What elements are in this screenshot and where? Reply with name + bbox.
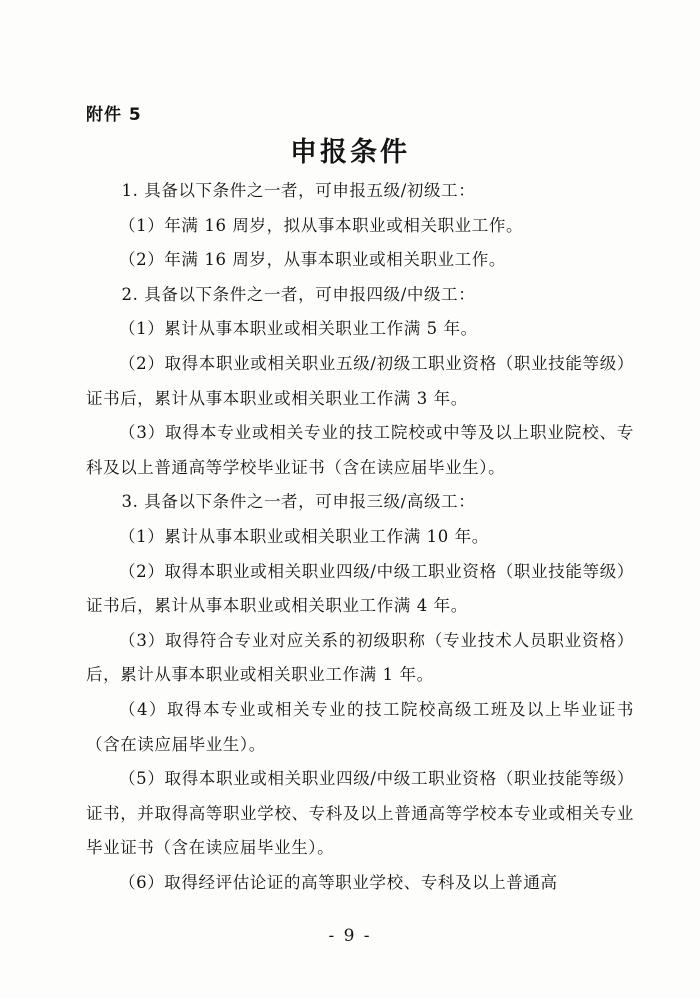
condition-item: （3）取得本专业或相关专业的技工院校或中等及以上职业院校、专科及以上普通高等学校毕业证书（含在读应届毕业生）。	[86, 423, 634, 477]
condition-item: （1）累计从事本职业或相关职业工作满 5 年。	[119, 319, 478, 339]
condition-item: （2）取得本职业或相关职业五级/初级工职业资格（职业技能等级）证书后，累计从事本职业或相关职业工作满 3 年。	[86, 353, 634, 408]
page-number: - 9 -	[328, 926, 372, 946]
condition-item: （2）取得本职业或相关职业四级/中级工职业资格（职业技能等级）证书后，累计从事本职业或相关职业工作满 4 年。	[86, 561, 634, 616]
condition-item: （5）取得本职业或相关职业四级/中级工职业资格（职业技能等级）证书，并取得高等职业学校、专科及以上普通高等学校本专业或相关专业毕业证书（含在读应届毕业生）。	[86, 769, 634, 858]
condition-item: （3）取得符合专业对应关系的初级职称（专业技术人员职业资格）后，累计从事本职业或相关职业工作满 1 年。	[86, 630, 634, 685]
condition-item: （1）累计从事本职业或相关职业工作满 10 年。	[119, 526, 489, 546]
attachment-label: 附件 5	[86, 105, 142, 125]
document-body	[86, 174, 634, 900]
condition-item: （1）年满 16 周岁，拟从事本职业或相关职业工作。	[119, 215, 524, 235]
condition-heading-level-3: 3. 具备以下条件之一者，可申报三级/高级工：	[121, 492, 476, 512]
condition-heading-level-4: 2. 具备以下条件之一者，可申报四级/中级工：	[121, 284, 476, 304]
page-title: 申报条件	[290, 137, 410, 168]
condition-item: （2）年满 16 周岁，从事本职业或相关职业工作。	[119, 250, 506, 270]
condition-heading-level-5: 1. 具备以下条件之一者，可申报五级/初级工：	[121, 181, 476, 200]
condition-item: （6）取得经评估论证的高等职业学校、专科及以上普通高	[119, 872, 558, 892]
condition-item: （4）取得本专业或相关专业的技工院校高级工班及以上毕业证书（含在读应届毕业生）。	[86, 699, 634, 754]
